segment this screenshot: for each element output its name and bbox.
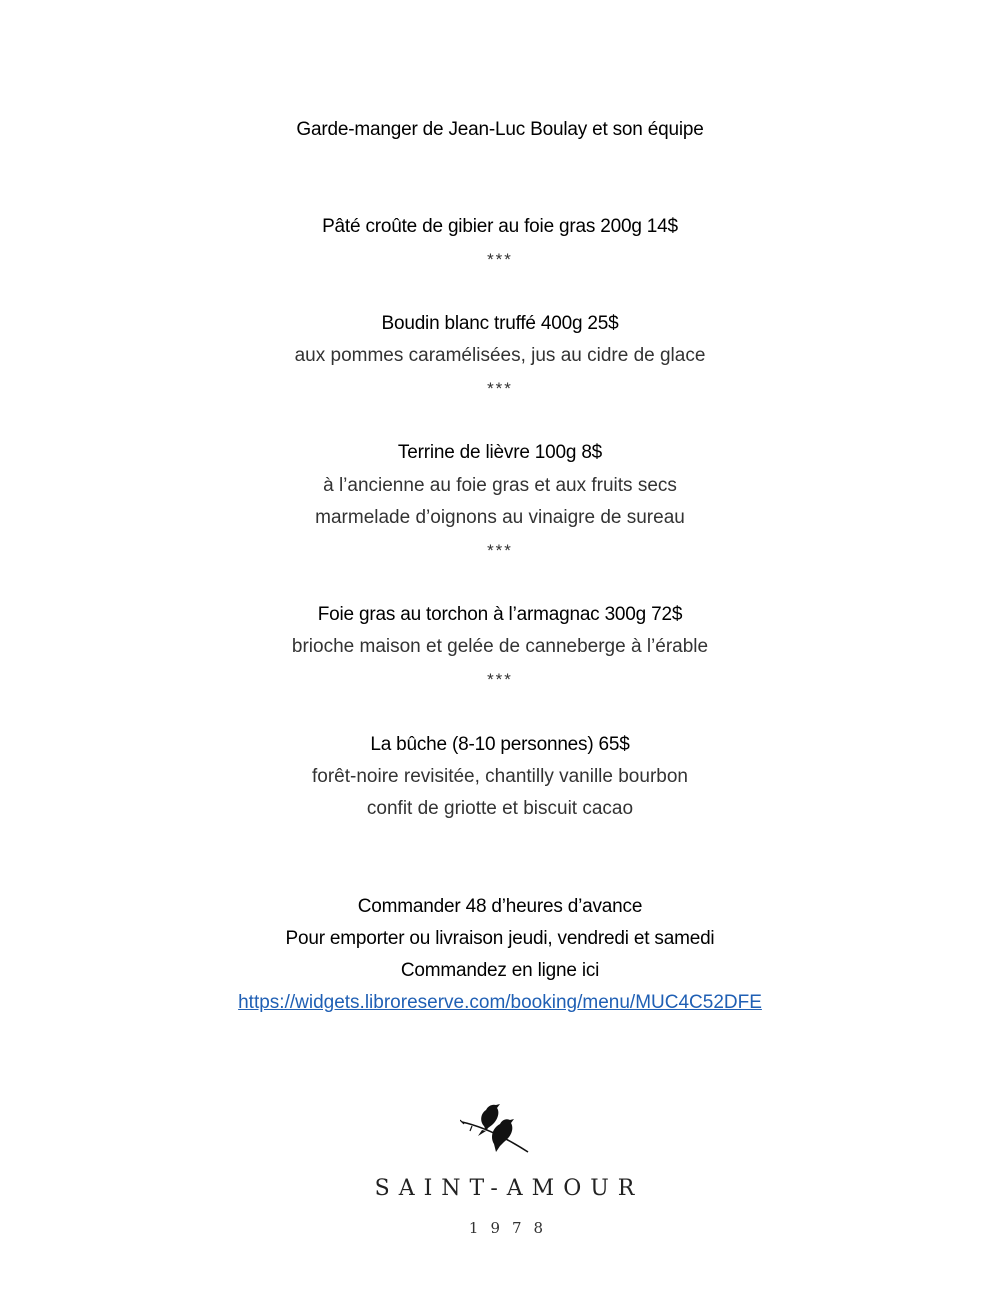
menu-item-description: marmelade d’oignons au vinaigre de sureau [315, 507, 685, 528]
brand-name: SAINT-AMOUR [374, 1176, 644, 1201]
two-birds-on-branch-icon [460, 1100, 532, 1156]
delivery-notice: Pour emporter ou livraison jeudi, vendredi et samedi [285, 928, 715, 949]
order-notice: Commander 48 d’heures d’avance [357, 896, 643, 917]
menu-item-description: confit de griotte et biscuit cacao [366, 798, 634, 819]
menu-item-description: forêt-noire revisitée, chantilly vanille bourbon [312, 766, 688, 787]
order-link-row [0, 991, 1000, 1015]
menu-item-title: Boudin blanc truffé 400g 25$ [381, 313, 619, 334]
menu-item-title: Terrine de lièvre 100g 8$ [397, 442, 603, 463]
menu-item-description: à l’ancienne au foie gras et aux fruits secs [323, 475, 677, 496]
menu-item-description: aux pommes caramélisées, jus au cidre de glace [294, 345, 706, 366]
menu-item-description: brioche maison et gelée de canneberge à l’érable [291, 636, 709, 657]
separator: *** [487, 541, 513, 560]
separator: *** [487, 379, 513, 398]
brand-year: 1978 [468, 1219, 556, 1237]
separator: *** [487, 670, 513, 689]
separator: *** [487, 250, 513, 269]
menu-item-title: La bûche (8-10 personnes) 65$ [370, 734, 630, 755]
menu-item-title: Pâté croûte de gibier au foie gras 200g 14$ [322, 216, 678, 237]
order-online-link[interactable]: https://widgets.libroreserve.com/booking/menu/MUC4C52DFE [238, 992, 762, 1013]
order-online-label: Commandez en ligne ici [400, 960, 600, 981]
page-title: Garde-manger de Jean-Luc Boulay et son équipe [296, 119, 704, 140]
menu-item-title: Foie gras au torchon à l’armagnac 300g 72$ [317, 604, 683, 625]
